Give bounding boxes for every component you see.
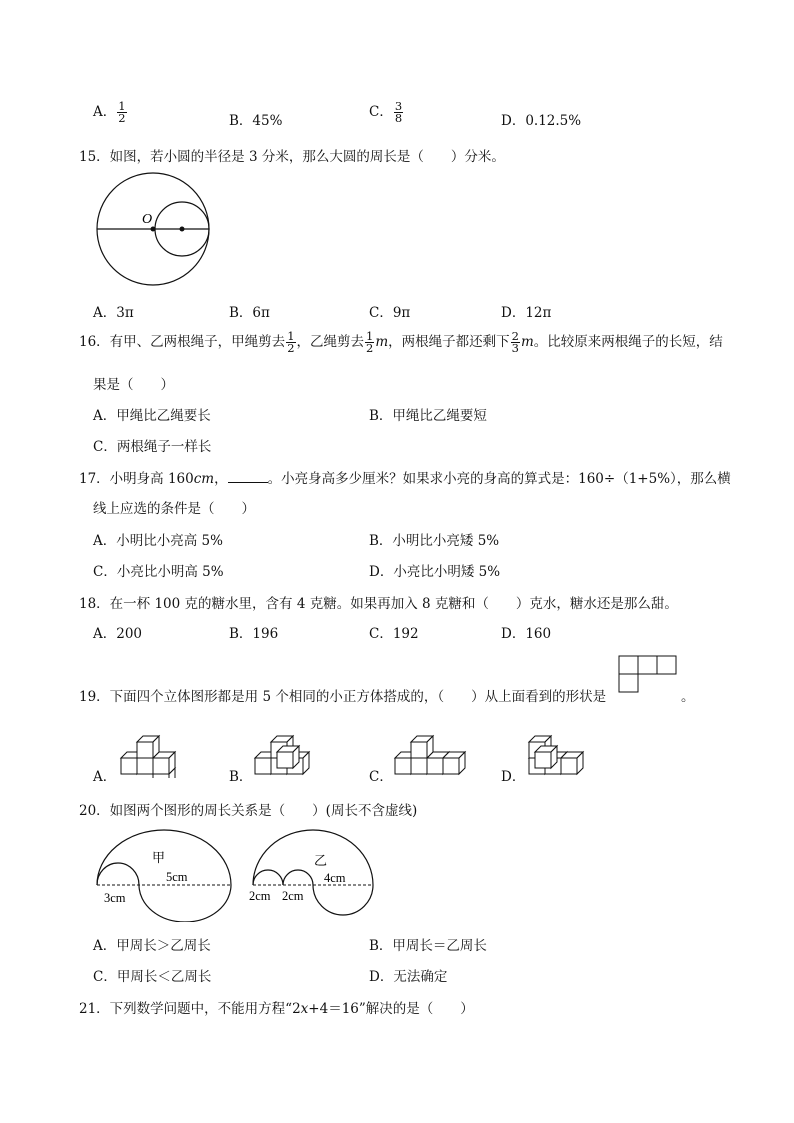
cube-face [277, 752, 293, 768]
fraction: $\frac{1}{2}$ [366, 328, 374, 355]
q15-option-b[interactable]: B．6π [229, 305, 270, 321]
q15-option-a[interactable]: A．3π [93, 305, 134, 321]
label-yi: 乙 [314, 854, 328, 869]
q18-option-c[interactable]: C．192 [369, 626, 419, 642]
q14-option-b[interactable]: B．45% [229, 113, 283, 129]
q19-cubes-c [392, 728, 476, 778]
q15-option-c[interactable]: C．9π [369, 305, 411, 321]
q14-option-d[interactable]: D．0.12.5% [501, 113, 582, 129]
q15-stem: 15．如图，若小圆的半径是 3 分米，那么大圆的周长是（ ）分米。 [79, 149, 505, 165]
label-2cm-2: 2cm [282, 889, 304, 903]
q17-option-c[interactable]: C．小亮比小明高 5% [93, 564, 224, 580]
q17-option-b[interactable]: B．小明比小亮矮 5% [369, 533, 500, 549]
q20-option-d[interactable]: D．无法确定 [369, 969, 448, 985]
q16-stem-line2: 果是（ ） [93, 377, 174, 393]
cube-face [153, 774, 169, 778]
option-label: C． [369, 104, 393, 120]
cube-face [137, 742, 153, 758]
q20-stem: 20．如图两个图形的周长关系是（ ）(周长不含虚线) [79, 803, 418, 819]
q15-circle-figure [92, 170, 222, 290]
q21-stem: 21．下列数学问题中，不能用方程“2x+4＝16”解决的是（ ） [79, 1001, 474, 1017]
q19-stem-end: 。 [681, 689, 695, 705]
q19-cubes-b [252, 718, 326, 778]
fraction: $\frac{2}{3}$ [511, 328, 519, 355]
center-point-small [180, 227, 185, 232]
q18-stem: 18．在一杯 100 克的糖水里，含有 4 克糖。如果再加入 8 克糖和（ ）克水，糖水还是那么甜。 [79, 596, 678, 612]
cube-face [121, 758, 137, 774]
q19-cubes-d [526, 718, 600, 778]
q15-option-d[interactable]: D．12π [501, 305, 552, 321]
q19-option-c[interactable]: C． [369, 769, 393, 785]
cube-face [443, 758, 459, 774]
q17-stem-line1: 17．小明身高 160cm， 。小亮身高多少厘米？如果求小亮的身高的算式是：160÷（1+5%），那么横 [79, 471, 731, 487]
cube-face [395, 758, 411, 774]
q17-option-a[interactable]: A．小明比小亮高 5% [93, 533, 223, 549]
q19-option-b[interactable]: B． [229, 769, 253, 785]
option-label: A． [93, 104, 117, 120]
q20-figure-yi [246, 822, 386, 922]
cube-face [411, 758, 427, 774]
label-3cm: 3cm [104, 891, 126, 905]
q19-option-a[interactable]: A． [93, 769, 117, 785]
q20-option-c[interactable]: C．甲周长＜乙周长 [93, 969, 212, 985]
q16-option-c[interactable]: C．两根绳子一样长 [93, 439, 212, 455]
q16-option-a[interactable]: A．甲绳比乙绳要长 [93, 408, 211, 424]
cube-face [427, 758, 443, 774]
cube-face [153, 758, 169, 774]
cube-face [411, 742, 427, 758]
q18-option-a[interactable]: A．200 [93, 626, 143, 642]
label-jia: 甲 [152, 851, 166, 866]
label-2cm-1: 2cm [249, 889, 271, 903]
q19-option-d[interactable]: D． [501, 769, 526, 785]
fraction: $\frac{1}{2}$ [287, 328, 295, 355]
q19-cubes-a [118, 718, 192, 778]
q17-stem-line2: 线上应选的条件是（ ） [93, 501, 255, 517]
q17-option-d[interactable]: D．小亮比小明矮 5% [369, 564, 501, 580]
cube-face [255, 758, 271, 774]
q16-option-b[interactable]: B．甲绳比乙绳要短 [369, 408, 487, 424]
label-5cm: 5cm [166, 870, 188, 884]
q19-stem: 19．下面四个立体图形都是用 5 个相同的小正方体搭成的，（ ）从上面看到的形状是 [79, 689, 607, 705]
label-o: O [142, 212, 153, 227]
fraction: $\frac{3}{8}$ [394, 98, 403, 125]
q19-top-view-figure [618, 655, 680, 695]
fraction: $\frac{1}{2}$ [118, 98, 126, 125]
label-4cm: 4cm [324, 871, 346, 885]
answer-blank [228, 470, 268, 483]
cube-face [561, 758, 577, 774]
q16-stem-line1: 16．有甲、乙两根绳子，甲绳剪去 $\frac{1}{2}$ ，乙绳剪去 $\frac{1}{2}$ m，两根绳子都还剩下 $\frac{2}{3}$ m。比较原来两根绳子的长短，结 [79, 328, 723, 355]
q14-option-c[interactable] [369, 100, 404, 125]
q20-figure-jia [92, 822, 242, 922]
q14-option-a[interactable] [93, 100, 128, 125]
q20-option-a[interactable]: A．甲周长＞乙周长 [93, 938, 211, 954]
q18-option-d[interactable]: D．160 [501, 626, 552, 642]
center-point-o [151, 227, 156, 232]
cube-face [535, 752, 551, 768]
q18-option-b[interactable]: B．196 [229, 626, 279, 642]
q20-option-b[interactable]: B．甲周长＝乙周长 [369, 938, 487, 954]
cube-face [137, 758, 153, 774]
